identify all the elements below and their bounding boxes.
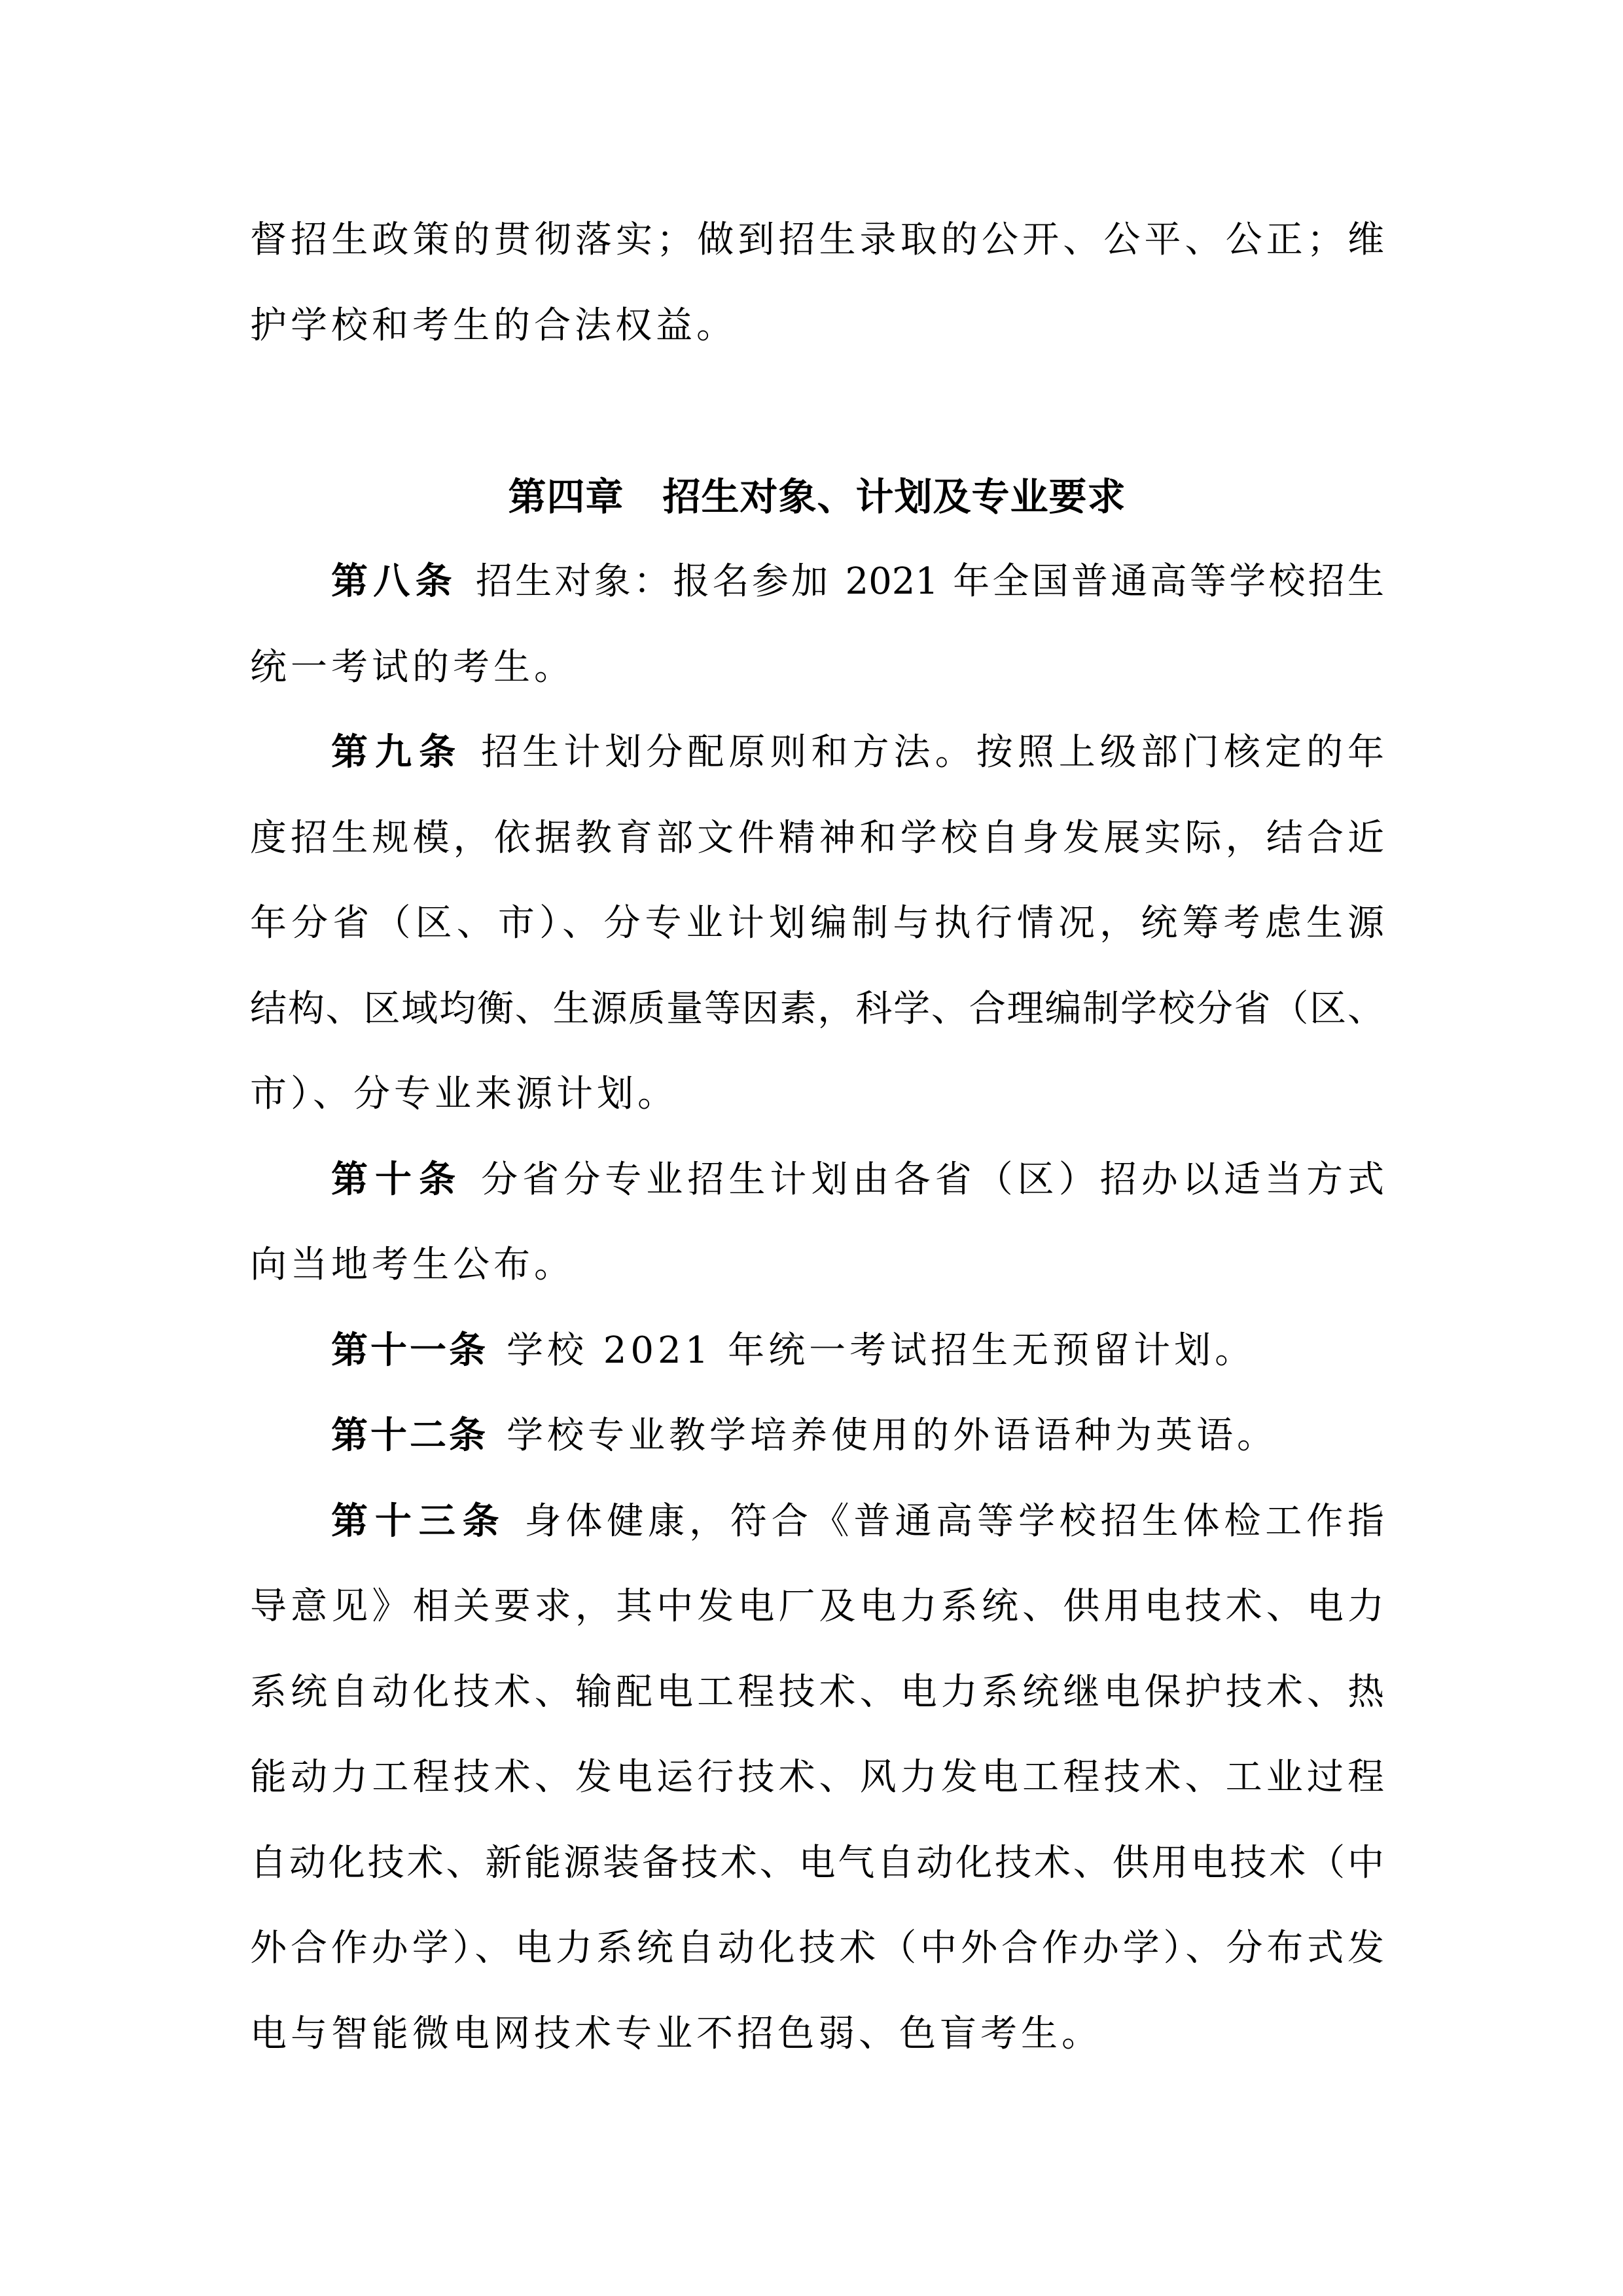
text-line: 外合作办学）、电力系统自动化技术（中外合作办学）、分布式发 [250, 1927, 1384, 1969]
text: 学校 2021 年统一考试招生无预留计划。 [507, 1329, 1256, 1372]
article-9 [250, 710, 1384, 1138]
article-label: 第十一条 [331, 1329, 488, 1372]
article-10 [250, 1138, 1384, 1308]
text: 学校专业教学培养使用的外语语种为英语。 [507, 1414, 1277, 1457]
text-line [250, 1479, 1384, 1565]
text: 分省分专业招生计划由各省（区）招办以适当方式 [481, 1158, 1384, 1201]
text-line: 自动化技术、新能源装备技术、电气自动化技术、供用电技术（中 [250, 1841, 1384, 1884]
text-line: 结构、区域均衡、生源质量等因素，科学、合理编制学校分省（区、 [250, 987, 1384, 1030]
text-line: 护学校和考生的合法权益。 [250, 304, 737, 347]
article-12 [250, 1393, 1384, 1479]
text-line: 督招生政策的贯彻落实；做到招生录取的公开、公平、公正；维 [250, 219, 1384, 261]
text-line [250, 1308, 1384, 1394]
article-8 [250, 539, 1384, 710]
article-11 [250, 1308, 1384, 1394]
text-line: 度招生规模，依据教育部文件精神和学校自身发展实际，结合近 [250, 816, 1384, 859]
text-line: 导意见》相关要求，其中发电厂及电力系统、供用电技术、电力 [250, 1585, 1384, 1628]
text-line: 能动力工程技术、发电运行技术、风力发电工程技术、工业过程 [250, 1756, 1384, 1799]
text: 招生对象：报名参加 2021 年全国普通高等学校招生 [475, 560, 1384, 603]
article-label: 第八条 [331, 560, 457, 603]
text-line [250, 1138, 1384, 1223]
document-page [250, 198, 1384, 2077]
text-line: 系统自动化技术、输配电工程技术、电力系统继电保护技术、热 [250, 1670, 1384, 1713]
text: 招生计划分配原则和方法。按照上级部门核定的年 [481, 731, 1384, 774]
text-line [250, 1393, 1384, 1479]
article-13 [250, 1479, 1384, 2077]
text-line [250, 710, 1384, 796]
article-label: 第十三条 [331, 1499, 507, 1543]
text-line: 向当地考生公布。 [250, 1244, 575, 1286]
text: 身体健康，符合《普通高等学校招生体检工作指 [524, 1499, 1384, 1543]
text-line: 电与智能微电网技术专业不招色弱、色盲考生。 [250, 2012, 1102, 2055]
text-line: 年分省（区、市）、分专业计划编制与执行情况，统筹考虑生源 [250, 902, 1384, 944]
chapter-heading: 第四章 招生对象、计划及专业要求 [508, 474, 1126, 519]
article-label: 第十条 [331, 1158, 463, 1201]
text-line [250, 539, 1384, 625]
article-label: 第九条 [331, 731, 463, 774]
text-line: 市）、分专业来源计划。 [250, 1073, 678, 1115]
text-line: 统一考试的考生。 [250, 645, 575, 689]
intro-paragraph [250, 198, 1384, 368]
article-label: 第十二条 [331, 1414, 488, 1457]
spacer [250, 368, 1384, 454]
